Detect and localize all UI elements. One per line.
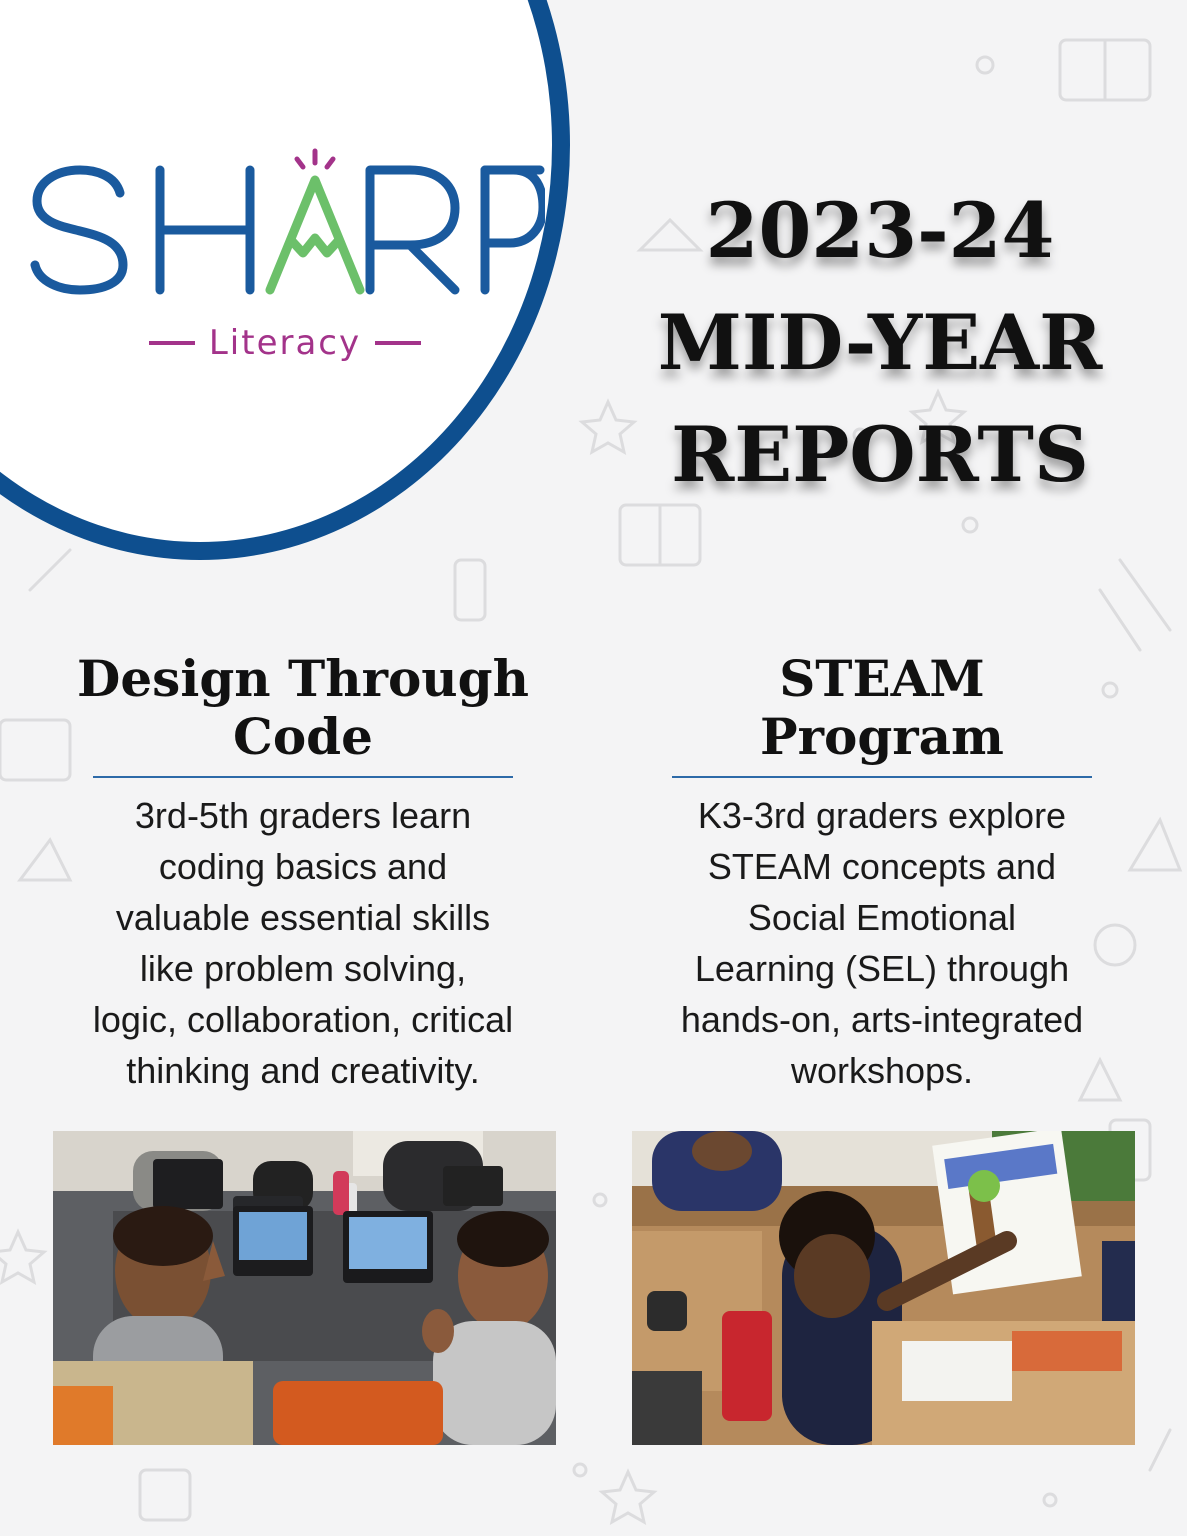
headline-line-midyear: MID-YEAR (657, 298, 1103, 387)
description-line: like problem solving, (139, 948, 467, 989)
program-description (53, 790, 553, 1096)
sharp-literacy-logo (25, 145, 545, 375)
description-line: Social Emotional (747, 897, 1017, 938)
description-line: STEAM concepts and (707, 846, 1057, 887)
student-artwork-illustration (632, 1131, 1135, 1445)
headline-line-reports: REPORTS (671, 410, 1089, 499)
program-steam (632, 650, 1132, 1096)
description-line: hands-on, arts-integrated (680, 999, 1084, 1040)
report-headline (600, 175, 1160, 511)
sharp-wordmark (25, 145, 545, 305)
description-line: logic, collaboration, critical (92, 999, 514, 1040)
program-title (53, 650, 553, 770)
program-title (632, 650, 1132, 770)
description-line: valuable essential skills (115, 897, 491, 938)
description-line: thinking and creativity. (126, 1050, 480, 1091)
description-line: coding basics and (158, 846, 448, 887)
program-description (632, 790, 1132, 1096)
logo-subtitle (135, 323, 435, 363)
students-coding-photo (53, 1131, 556, 1445)
logo-dash-left (149, 341, 195, 345)
program-design-through-code (53, 650, 553, 1096)
description-line: K3-3rd graders explore (697, 795, 1067, 836)
description-line: Learning (SEL) through (694, 948, 1070, 989)
program-title-line: Design Through (77, 649, 529, 708)
title-divider (93, 776, 513, 778)
program-title-line: Code (233, 707, 373, 766)
student-artwork-photo (632, 1131, 1135, 1445)
students-coding-illustration (53, 1131, 556, 1445)
headline-line-year: 2023-24 (705, 186, 1055, 275)
logo-dash-right (375, 341, 421, 345)
title-divider (672, 776, 1092, 778)
program-title-line: STEAM (779, 649, 985, 708)
logo-subtitle-text: Literacy (208, 323, 362, 363)
program-title-line: Program (760, 707, 1004, 766)
description-line: workshops. (790, 1050, 974, 1091)
description-line: 3rd-5th graders learn (134, 795, 472, 836)
